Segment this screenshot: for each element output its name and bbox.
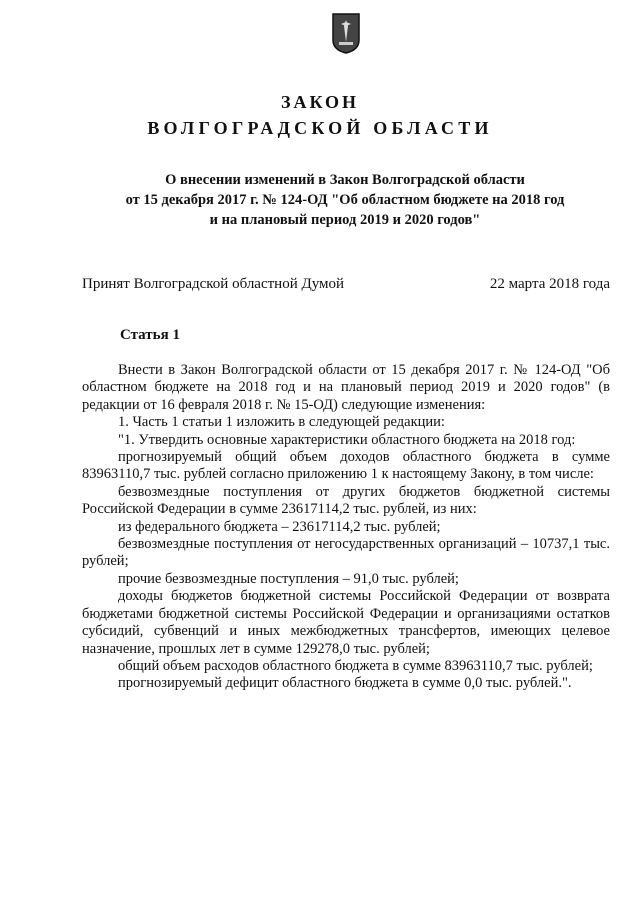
document-subtitle [80,170,610,230]
subtitle-line: и на плановый период 2019 и 2020 годов" [209,212,481,228]
paragraph: из федерального бюджета – 23617114,2 тыс. рублей; [118,518,441,535]
paragraph: прочие безвозмездные поступления – 91,0 тыс. рублей; [118,570,459,587]
paragraph: прогнозируемый общий объем доходов областного бюджета в сумме 83963110,7 тыс. рублей согласно приложению 1 к настоящему Закону, в том числе: [82,449,610,483]
adopted-by: Принят Волгоградской областной Думой [82,276,345,292]
article-body [82,362,610,693]
coat-of-arms-icon [331,12,361,54]
subtitle-line: от 15 декабря 2017 г. № 124-ОД "Об областном бюджете на 2018 год [125,192,565,208]
adopted-date: 22 марта 2018 года [489,276,610,292]
paragraph: общий объем расходов областного бюджета в сумме 83963110,7 тыс. рублей; [118,657,593,674]
paragraph: безвозмездные поступления от негосударственных организаций – 10737,1 тыс. рублей; [82,536,610,570]
article-title: Статья 1 [120,327,180,343]
paragraph: безвозмездные поступления от других бюджетов бюджетной системы Российской Федерации в сумме 23617114,2 тыс. рублей, из них: [82,483,610,518]
paragraph: 1. Часть 1 статьи 1 изложить в следующей редакции: [118,414,445,431]
document-region: ВОЛГОГРАДСКОЙ ОБЛАСТИ [147,118,493,138]
document-title: ЗАКОН [280,92,360,112]
paragraph: прогнозируемый дефицит областного бюджета в сумме 0,0 тыс. рублей.". [118,675,572,692]
paragraph: "1. Утвердить основные характеристики областного бюджета на 2018 год: [118,431,576,448]
paragraph: доходы бюджетов бюджетной системы Российской Федерации от возврата бюджетами бюджетной системы Российской Федерации и организациями остатков субсидий, субвенций и иных межбюджетных трансфертов, имеющих целевое назначение, прошлых лет в сумме 129278,0 тыс. рублей; [82,588,610,657]
paragraph: Внести в Закон Волгоградской области от 15 декабря 2017 г. № 124-ОД "Об областном бюджете на 2018 год и на плановый период 2019 и 2020 годов" (в редакции от 16 февраля 2018 г. № 15-ОД) следующие изменения: [82,362,610,413]
subtitle-line: О внесении изменений в Закон Волгоградской области [165,172,525,188]
